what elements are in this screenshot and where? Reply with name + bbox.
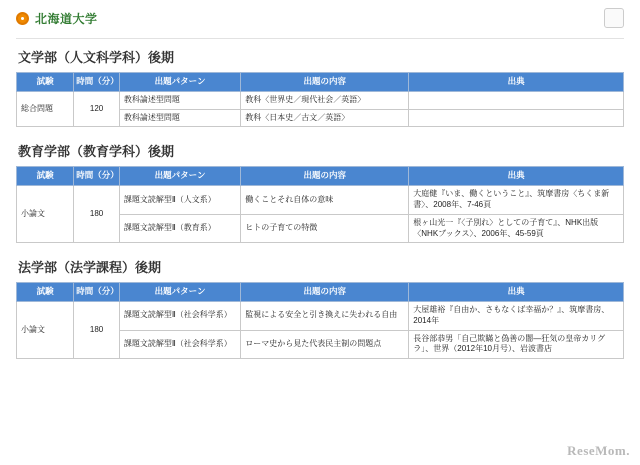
cell-source: 大屋雄裕『自由か、さもなくば幸福か？』、筑摩書房、2014年 (409, 302, 624, 331)
cell-pattern: 課題文読解型Ⅱ（社会科学系） (119, 330, 240, 359)
cell-source: 根ヶ山光一『〈子別れ〉としての子育て』、NHK出版〈NHKブックス〉、2006年、45-59頁 (409, 214, 624, 243)
column-header: 時間（分） (74, 283, 120, 302)
exam-table (16, 282, 624, 359)
column-header: 試験 (17, 283, 74, 302)
column-header: 出題パターン (119, 167, 240, 186)
cell-content: 教科〈世界史／現代社会／英語〉 (241, 91, 409, 109)
table-header-row (17, 283, 624, 302)
table-header-row (17, 167, 624, 186)
column-header: 出題の内容 (241, 73, 409, 92)
cell-time: 180 (74, 302, 120, 359)
cell-pattern: 教科論述型問題 (119, 109, 240, 127)
column-header: 出典 (409, 283, 624, 302)
cell-content: 教科〈日本史／古文／英語〉 (241, 109, 409, 127)
column-header: 時間（分） (74, 167, 120, 186)
cell-exam: 小論文 (17, 186, 74, 243)
cell-source (409, 91, 624, 109)
table-row (17, 302, 624, 331)
column-header: 出典 (409, 167, 624, 186)
column-header: 時間（分） (74, 73, 120, 92)
page-title: 北海道大学 (35, 11, 98, 26)
column-header: 出題パターン (119, 283, 240, 302)
cell-content: ローマ史から見た代表民主制の問題点 (241, 330, 409, 359)
column-header: 出典 (409, 73, 624, 92)
exam-section (16, 257, 624, 359)
watermark: ReseMom. (567, 443, 630, 458)
cell-source (409, 109, 624, 127)
cell-pattern: 課題文読解型Ⅱ（社会科学系） (119, 302, 240, 331)
column-header: 出題の内容 (241, 283, 409, 302)
exam-table (16, 72, 624, 127)
column-header: 出題パターン (119, 73, 240, 92)
cell-source: 長谷部恭男「自己欺瞞と偽善の闇―狂気の皇帝カリグラ」、世界（2012年10月号）、岩波書店 (409, 330, 624, 359)
window-control-icon[interactable] (604, 8, 624, 28)
section-title: 法学部（法学課程）後期 (18, 260, 162, 276)
cell-exam: 小論文 (17, 302, 74, 359)
table-header-row (17, 73, 624, 92)
cell-content: ヒトの子育ての特徴 (241, 214, 409, 243)
column-header: 試験 (17, 73, 74, 92)
exam-section (16, 47, 624, 127)
header-divider (16, 38, 624, 39)
exam-section (16, 141, 624, 243)
page-header (16, 8, 624, 28)
orange-circle-icon (16, 12, 29, 25)
cell-exam: 総合問題 (17, 91, 74, 127)
cell-pattern: 課題文読解型Ⅱ（教育系） (119, 214, 240, 243)
table-row (17, 186, 624, 215)
section-title: 文学部（人文科学科）後期 (18, 50, 175, 65)
cell-time: 180 (74, 186, 120, 243)
table-row (17, 91, 624, 109)
cell-source: 大庭健『いま、働くということ』、筑摩書房〈ちくま新書〉、2008年、7-46頁 (409, 186, 624, 215)
cell-time: 120 (74, 91, 120, 127)
cell-pattern: 教科論述型問題 (119, 91, 240, 109)
exam-table (16, 166, 624, 243)
cell-content: 監視による安全と引き換えに失われる自由 (241, 302, 409, 331)
section-title: 教育学部（教育学科）後期 (18, 144, 175, 160)
cell-pattern: 課題文読解型Ⅱ（人文系） (119, 186, 240, 215)
column-header: 出題の内容 (241, 167, 409, 186)
cell-content: 働くことそれ自体の意味 (241, 186, 409, 215)
sections-container (16, 47, 624, 359)
column-header: 試験 (17, 167, 74, 186)
